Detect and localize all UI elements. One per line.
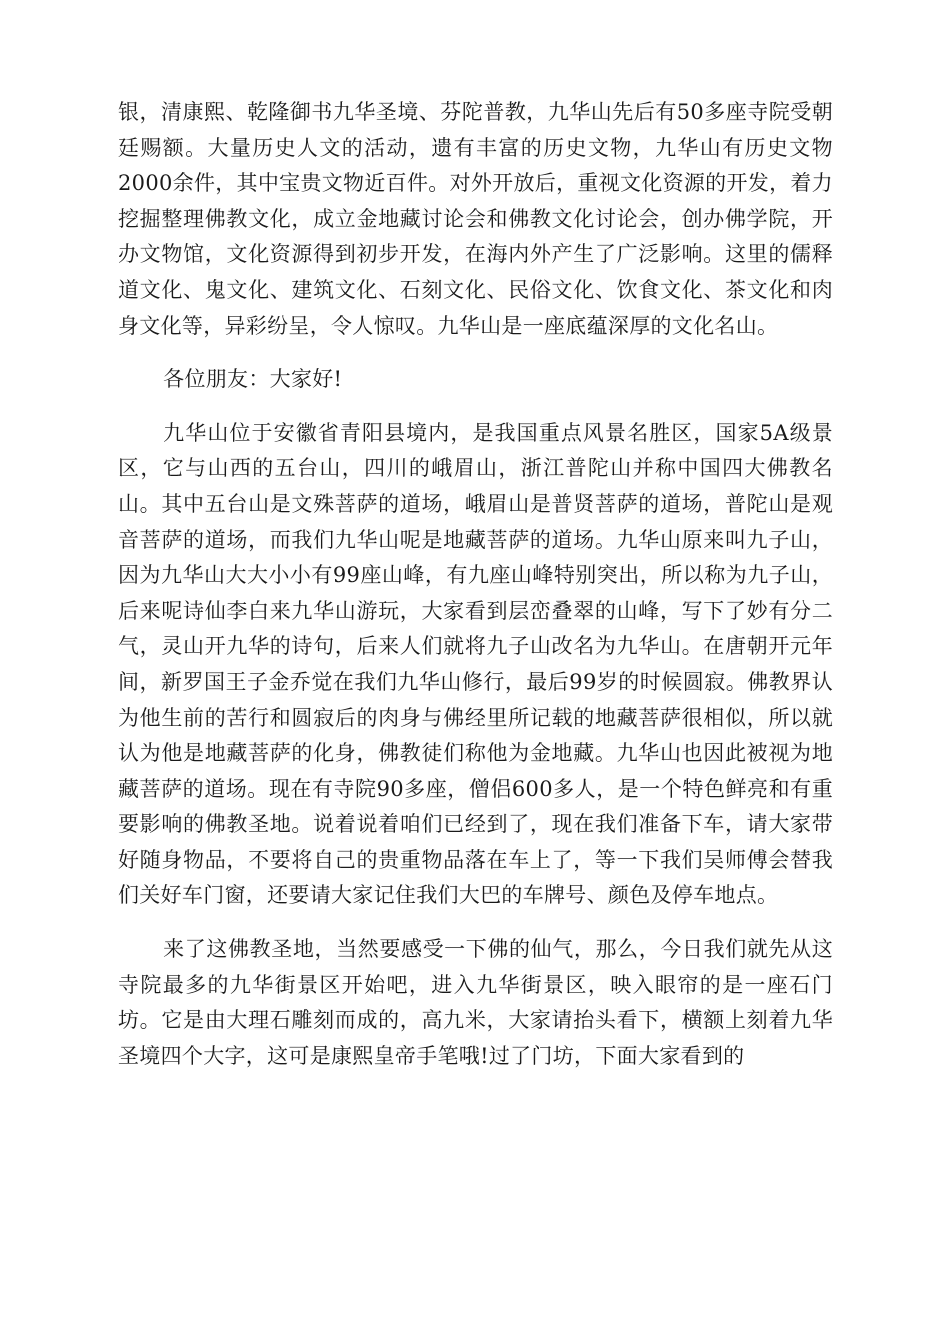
document-page [118, 95, 833, 1074]
paragraph-greeting: 各位朋友：大家好! [163, 367, 343, 392]
paragraph-jiuhua-street: 来了这佛教圣地，当然要感受一下佛的仙气，那么，今日我们就先从这寺院最多的九华街景区开始吧，进入九华街景区，映入眼帘的是一座石门坊。它是由大理石雕刻而成的，高九米，大家请抬头看下，横额上刻着九华圣境四个大字，这可是康熙皇帝手笔哦!过了门坊，下面大家看到的 [118, 937, 833, 1068]
paragraph-introduction: 九华山位于安徽省青阳县境内，是我国重点风景名胜区，国家5A级景区，它与山西的五台山，四川的峨眉山，浙江普陀山并称中国四大佛教名山。其中五台山是文殊菩萨的道场，峨眉山是普贤菩萨的道场，普陀山是观音菩萨的道场，而我们九华山呢是地藏菩萨的道场。九华山原来叫九子山，因为九华山大大小小有99座山峰，有九座山峰特别突出，所以称为九子山，后来呢诗仙李白来九华山游玩，大家看到层峦叠翠的山峰，写下了妙有分二气，灵山开九华的诗句，后来人们就将九子山改名为九华山。在唐朝开元年间，新罗国王子金乔觉在我们九华山修行，最后99岁的时候圆寂。佛教界认为他生前的苦行和圆寂后的肉身与佛经里所记载的地藏菩萨很相似，所以就认为他是地藏菩萨的化身，佛教徒们称他为金地藏。九华山也因此被视为地藏菩萨的道场。现在有寺院90多座，僧侣600多人，是一个特色鲜亮和有重要影响的佛教圣地。说着说着咱们已经到了，现在我们准备下车，请大家带好随身物品，不要将自己的贵重物品落在车上了，等一下我们吴师傅会替我们关好车门窗，还要请大家记住我们大巴的车牌号、颜色及停车地点。 [118, 420, 833, 908]
paragraph-culture: 银，清康熙、乾隆御书九华圣境、芬陀普教，九华山先后有50多座寺院受朝廷赐额。大量历史人文的活动，遗有丰富的历史文物，九华山有历史文物2000余件，其中宝贵文物近百件。对外开放后，重视文化资源的开发，着力挖掘整理佛教文化，成立金地藏讨论会和佛教文化讨论会，创办佛学院，开办文物馆，文化资源得到初步开发，在海内外产生了广泛影响。这里的儒释道文化、鬼文化、建筑文化、石刻文化、民俗文化、饮食文化、茶文化和肉身文化等，异彩纷呈，令人惊叹。九华山是一座底蕴深厚的文化名山。 [118, 100, 833, 338]
